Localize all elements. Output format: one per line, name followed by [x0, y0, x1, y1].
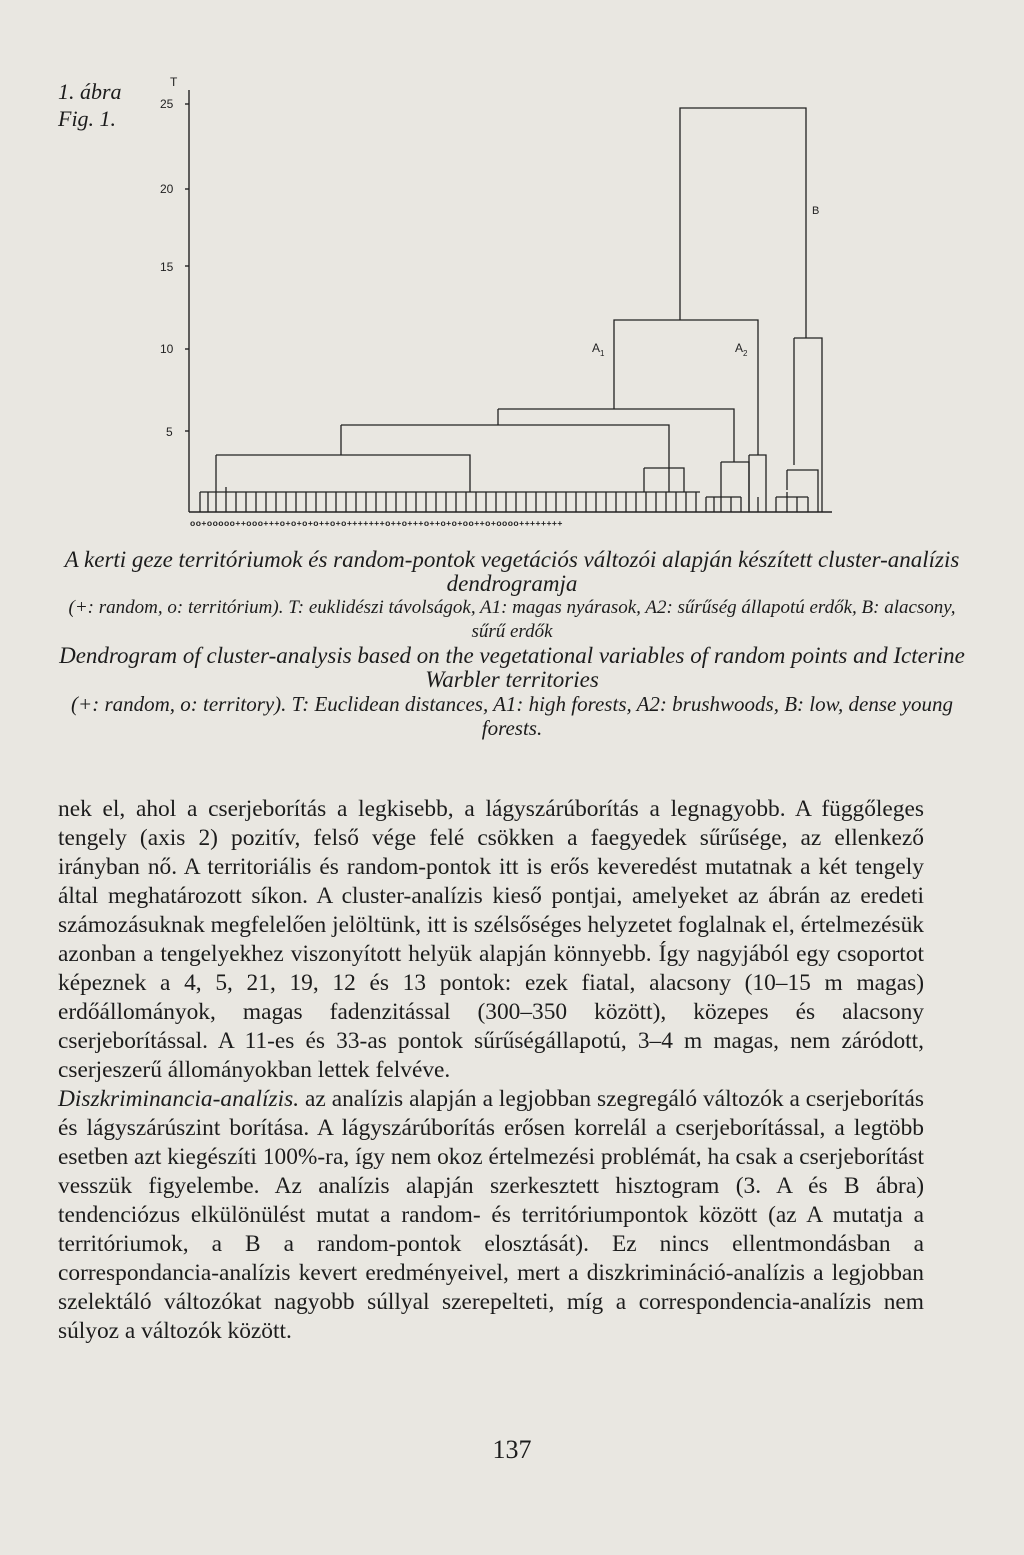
leaf-level-merges [200, 487, 808, 512]
tick-label-15: 15 [160, 260, 174, 274]
caption-hu-title: A kerti geze territóriumok és random-pontok vegetációs változói alapján készített cluster-analízis dendrogramja [64, 547, 960, 596]
caption-en-legend: (+: random, o: territory). T: Euclidean distances, A1: high forests, A2: brushwoods, B: low, dense young forests. [71, 692, 953, 740]
tick-label-5: 5 [166, 425, 173, 439]
merge-a2-mid [721, 462, 749, 512]
caption-en-title: Dendrogram of cluster-analysis based on the vegetational variables of random points and Icterine Warbler territories [59, 643, 965, 692]
paragraph-2-text: az analízis alapján a legjobban szegregáló változók a cserjeborítás és lágyszárúszint borítása. A lágyszárúborítás erősen korrelál a cserjeborítással, a legtöbb esetben azt kiegészíti 100%-ra, így nem okoz értelmezési problémát, ha csak a cserjeborítást vesszük figyelembe. Az analízis alapján szerkesztett hisztogram (3. A és B ábra) tendenciózus elkülönülést mutat a random- és territóriumpontok között (az A mutatja a territóriumok, a B a random-pontok elosztását). Ez nincs ellentmondásban a correspondancia-analízis kevert eredményeivel, mert a diszkrimináció-analízis a legjobban szelektáló változókat nagyobb súllyal szerepelteti, míg a correspondencia-analízis nem súlyoz a változók között. [58, 1086, 925, 1344]
body-text [58, 795, 924, 1346]
merge-root [680, 108, 806, 338]
tick-label-20: 20 [160, 182, 174, 196]
merge-a1 [498, 409, 734, 462]
cluster-label-a2: $A_2$ [735, 341, 748, 358]
figure-label-en: Fig. 1. [58, 106, 117, 131]
figure-label-hu: 1. ábra [58, 79, 122, 104]
page-number: 137 [492, 1435, 532, 1464]
axis [185, 90, 832, 512]
cluster-label-a1: $A_1$ [592, 341, 605, 358]
tick-label-25: 25 [160, 97, 174, 111]
axis-title: T [170, 75, 178, 89]
paragraph-1: nek el, ahol a cserjeborítás a legkisebb, a lágyszárúborítás a legnagyobb. A függőleges tengely (axis 2) pozitív, felső vége felé csökken a faegyedek sűrűsége, az ellenkező irányban nő. A territoriális és random-pontok itt is erős keveredést mutatnak a két tengely által meghatározott síkon. A cluster-analízis kieső pontjai, amelyeket az ábrán az eredeti számozásuknak megfelelően jelöltünk, itt is szélsőséges helyzetet foglalnak el, értelmezésük azonban a tengelyekhez viszonyított helyük alapján könnyebb. Így nagyjából egy csoportot képeznek a 4, 5, 21, 19, 12 és 13 pontok: ezek fiatal, alacsony (10–15 m magas) erdőállományok, magas fadenzitással (300–350 között), közepes és alacsony cserjeborítással. A 11-es és 33-as pontok sűrűségállapotú, 3–4 m magas, nem záródott, cserjeszerű állományokban lettek felvéve. [58, 796, 924, 1083]
merge-b2 [787, 470, 818, 512]
leaf-markers: oo+ooooo++ooo+++o+o+o+o++o+o+++++++o++o+++o++o+o+oo++o+oooo++++++++ [190, 518, 563, 528]
caption-hu-legend: (+: random, o: territórium). T: euklidészi távolságok, A1: magas nyárasok, A2: sűrűség állapotú erdők, B: alacsony, sűrű erdők [68, 597, 956, 642]
tick-label-10: 10 [160, 342, 174, 356]
cluster-label-b: B [812, 205, 820, 217]
figure-caption [50, 548, 974, 740]
dendrogram [0, 0, 1024, 545]
paragraph-2 [58, 1085, 924, 1346]
dendrogram-links [200, 108, 822, 512]
merge-a2-small [644, 468, 684, 492]
merge-l2 [341, 425, 669, 492]
merge-l3 [216, 455, 470, 492]
section-heading: Diszkriminancia-analízis. [58, 1086, 300, 1112]
